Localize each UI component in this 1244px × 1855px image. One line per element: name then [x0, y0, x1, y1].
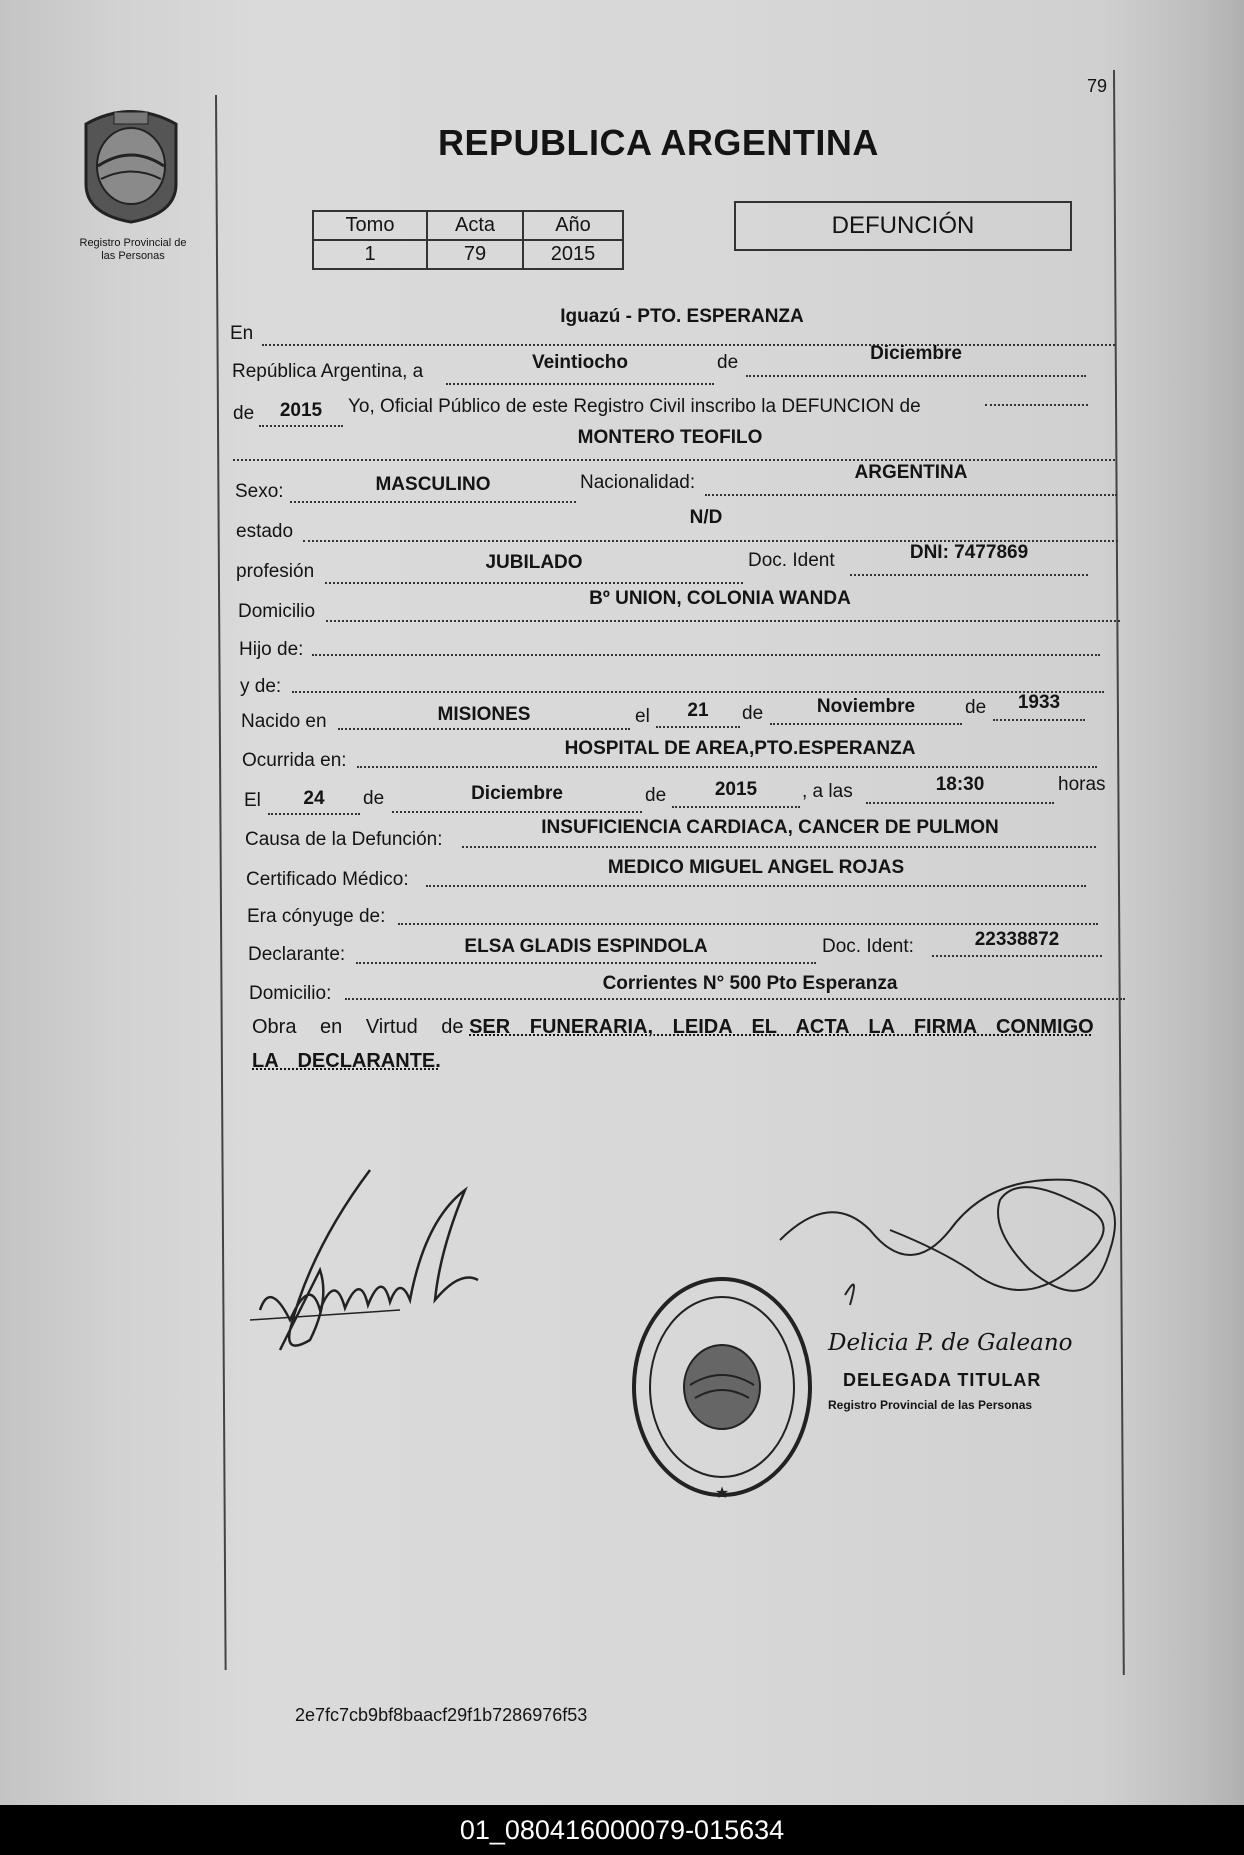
record-type-box: DEFUNCIÓN: [734, 201, 1072, 251]
nacido-mes-line: [770, 723, 962, 725]
el-mes-value: Diciembre: [471, 783, 563, 804]
registry-caption: Registro Provincial de las Personas: [79, 237, 187, 262]
el-dia-line: [268, 813, 360, 815]
register-box: [312, 210, 624, 270]
document-hash: 2e7fc7cb9bf8baacf29f1b7286976f53: [295, 1705, 588, 1725]
anio-value: 2015: [523, 240, 623, 269]
left-signature-icon: [250, 1160, 480, 1360]
fecha-dia-value: Veintiocho: [531, 352, 629, 373]
nacido-el-label: el: [635, 706, 650, 727]
doc-ident-line: [850, 574, 1088, 576]
profesion-line: [325, 582, 743, 584]
right-margin-line: [1113, 70, 1125, 1675]
sexo-line: [290, 501, 576, 503]
declarante-line: [356, 962, 816, 964]
nacionalidad-value: ARGENTINA: [854, 462, 968, 483]
declarante-domicilio-line: [345, 998, 1125, 1000]
obra-paragraph: [252, 1010, 1126, 1078]
nacido-en-line: [338, 728, 630, 730]
nacido-mes-value: Noviembre: [816, 696, 916, 717]
y-de-line: [292, 691, 1104, 693]
fecha-mes-line: [746, 375, 1086, 377]
declarante-value: ELSA GLADIS ESPINDOLA: [464, 936, 708, 957]
inscribo-line: [985, 404, 1088, 406]
nacionalidad-label: Nacionalidad:: [580, 472, 696, 493]
fecha-mes-value: Diciembre: [870, 343, 962, 364]
causa-value: INSUFICIENCIA CARDIACA, CANCER DE PULMON: [541, 817, 999, 838]
fecha-anio-line: [259, 425, 343, 427]
ocurrida-line: [357, 766, 1097, 768]
nacido-mes-label: de: [742, 703, 764, 724]
doc-ident-value: DNI: 7477869: [909, 542, 1029, 563]
acta-value: 79: [427, 240, 523, 269]
conyuge-line: [398, 923, 1098, 925]
profesion-label: profesión: [236, 561, 315, 582]
el-dia-label: El: [244, 790, 261, 811]
el-mes-line: [392, 811, 642, 813]
page-number: 79: [1087, 76, 1108, 96]
obra-value: SER FUNERARIA, LEIDA EL ACTA LA FIRMA CONMIGO LA DECLARANTE.: [252, 1016, 1094, 1072]
obra-label: Obra en Virtud de: [252, 1016, 464, 1038]
ocurrida-label: Ocurrida en:: [242, 750, 347, 771]
nombre-line: [233, 459, 1115, 461]
acta-header: Acta: [427, 211, 523, 240]
anio-header: Año: [523, 211, 623, 240]
hijo-de-line: [312, 654, 1100, 656]
en-value: Iguazú - PTO. ESPERANZA: [560, 306, 804, 327]
inscribo-text: Yo, Oficial Público de este Registro Civil inscribo la DEFUNCION de: [348, 396, 921, 417]
svg-text:★: ★: [714, 1483, 730, 1502]
certificado-value: MEDICO MIGUEL ANGEL ROJAS: [607, 857, 905, 878]
declarante-label: Declarante:: [248, 944, 346, 965]
doc-ident-label: Doc. Ident: [748, 550, 835, 571]
sexo-value: MASCULINO: [375, 474, 491, 495]
nombre-value: MONTERO TEOFILO: [577, 427, 763, 448]
hijo-de-label: Hijo de:: [239, 639, 304, 660]
a-las-label: , a las: [802, 781, 853, 802]
el-anio-value: 2015: [714, 779, 758, 800]
estado-label: estado: [236, 521, 294, 542]
fecha-anio-value: 2015: [279, 400, 323, 421]
nacionalidad-line: [705, 494, 1117, 496]
fecha-mes-label: de: [717, 352, 739, 373]
a-las-value: 18:30: [935, 774, 985, 795]
estado-value: N/D: [689, 507, 723, 528]
official-org: Registro Provincial de las Personas: [828, 1398, 1033, 1412]
a-las-line: [866, 802, 1054, 804]
nacido-anio-value: 1933: [1017, 692, 1061, 713]
tomo-header: Tomo: [313, 211, 427, 240]
footer-id: 01_080416000079-015634: [0, 1805, 1244, 1855]
declarante-doc-label: Doc. Ident:: [822, 936, 914, 957]
horas-label: horas: [1058, 774, 1106, 795]
domicilio-line: [326, 620, 1120, 622]
domicilio-label: Domicilio: [238, 601, 316, 622]
causa-line: [462, 846, 1096, 848]
causa-label: Causa de la Defunción:: [245, 829, 443, 850]
el-dia-value: 24: [303, 788, 325, 809]
fecha-dia-label: República Argentina, a: [232, 361, 424, 382]
conyuge-label: Era cónyuge de:: [247, 906, 386, 927]
document-title: REPUBLICA ARGENTINA: [438, 122, 879, 163]
declarante-domicilio-label: Domicilio:: [249, 983, 332, 1004]
domicilio-value: Bº UNION, COLONIA WANDA: [589, 588, 851, 609]
province-seal-icon: [76, 104, 186, 224]
el-anio-line: [672, 806, 800, 808]
left-margin-line: [215, 95, 227, 1670]
fecha-anio-label: de: [233, 403, 255, 424]
fecha-dia-line: [446, 383, 714, 385]
declarante-doc-line: [932, 955, 1102, 957]
en-label: En: [230, 323, 254, 344]
nacido-el-value: 21: [687, 700, 709, 721]
declarante-doc-value: 22338872: [974, 929, 1060, 950]
el-anio-label: de: [645, 785, 667, 806]
nacido-anio-line: [993, 719, 1085, 721]
y-de-label: y de:: [240, 676, 282, 697]
el-mes-label: de: [363, 788, 385, 809]
tomo-value: 1: [313, 240, 427, 269]
official-stamp-icon: [625, 1270, 820, 1505]
nacido-anio-label: de: [965, 697, 987, 718]
right-signature-icon: [770, 1170, 1130, 1340]
sexo-label: Sexo:: [235, 481, 284, 502]
ocurrida-value: HOSPITAL DE AREA,PTO.ESPERANZA: [564, 738, 916, 759]
official-name: Delicia P. de Galeano: [828, 1330, 1073, 1356]
certificado-line: [426, 885, 1086, 887]
certificado-label: Certificado Médico:: [246, 869, 409, 890]
official-role: DELEGADA TITULAR: [843, 1370, 1042, 1390]
declarante-domicilio-value: Corrientes N° 500 Pto Esperanza: [602, 973, 898, 994]
nacido-en-value: MISIONES: [437, 704, 531, 725]
profesion-value: JUBILADO: [485, 552, 583, 573]
nacido-en-label: Nacido en: [241, 711, 327, 732]
nacido-el-line: [656, 726, 740, 728]
